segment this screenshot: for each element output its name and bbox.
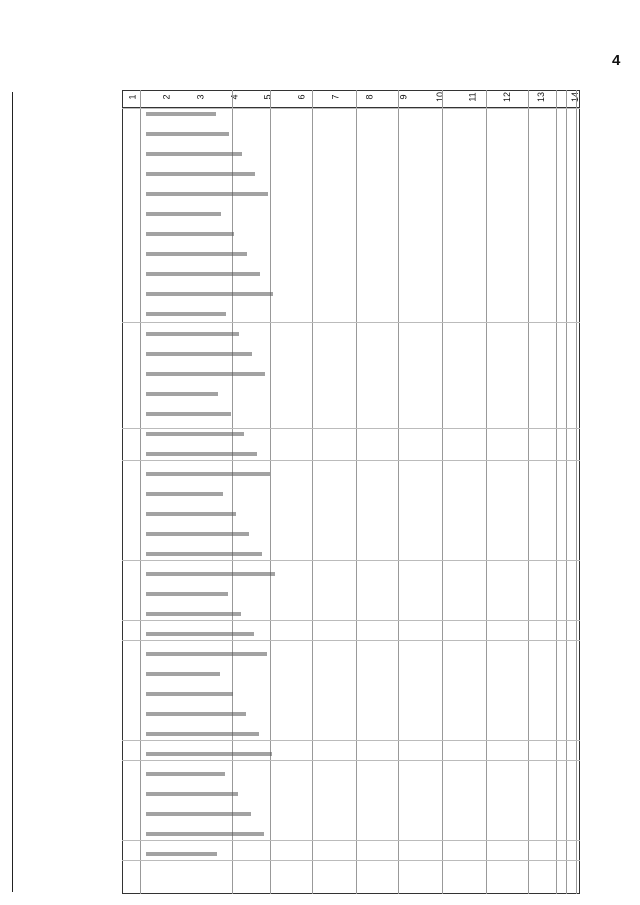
illegible-row-text [146,372,265,376]
illegible-row-text [146,852,217,856]
column-number: 10 [434,91,445,103]
column-number: 1 [127,94,138,100]
illegible-row-text [146,552,262,556]
illegible-row-text [146,152,242,156]
illegible-row-text [146,572,275,576]
column-number: 2 [161,94,172,100]
illegible-row-text [146,172,255,176]
illegible-row-text [146,252,247,256]
illegible-row-text [146,472,270,476]
illegible-row-text [146,412,231,416]
row-rule [122,620,580,621]
column-separator [356,90,357,894]
column-number: 5 [262,94,273,100]
row-rule [122,840,580,841]
column-number: 11 [468,92,479,102]
illegible-row-text [146,432,244,436]
illegible-row-text [146,692,233,696]
column-number: 6 [296,94,307,100]
illegible-row-text [146,812,251,816]
row-rule [122,760,580,761]
illegible-row-text [146,512,236,516]
illegible-row-text [146,192,268,196]
illegible-row-text [146,312,226,316]
column-separator [528,90,529,894]
illegible-row-text [146,632,254,636]
illegible-row-text [146,772,225,776]
column-separator [442,90,443,894]
illegible-row-text [146,792,238,796]
illegible-row-text [146,532,249,536]
row-rule [122,740,580,741]
column-number: 8 [364,94,375,100]
illegible-row-text [146,232,234,236]
row-rule [122,860,580,861]
column-separator [576,90,577,894]
row-rule [122,640,580,641]
column-number: 12 [502,91,513,103]
illegible-row-text [146,392,218,396]
column-separator [270,90,271,894]
illegible-row-text [146,752,272,756]
left-margin-rule [12,92,13,892]
column-number: 3 [195,94,206,100]
column-number: 14 [570,91,581,103]
illegible-row-text [146,492,223,496]
row-rule [122,428,580,429]
illegible-row-text [146,612,241,616]
column-number: 13 [536,91,547,103]
illegible-row-text [146,292,273,296]
column-number: 4 [229,94,240,100]
row-rule [122,460,580,461]
row-rule [122,108,580,109]
illegible-row-text [146,672,220,676]
illegible-row-text [146,652,267,656]
column-separator [312,90,313,894]
column-number: 7 [330,94,341,100]
column-separator [232,90,233,894]
column-separator [556,90,557,894]
illegible-row-text [146,332,239,336]
illegible-row-text [146,832,264,836]
page-number: 4 [612,52,621,69]
column-separator [398,90,399,894]
illegible-row-text [146,592,228,596]
illegible-row-text [146,452,257,456]
column-number: 9 [398,94,409,100]
illegible-row-text [146,212,221,216]
column-separator [486,90,487,894]
illegible-row-text [146,732,259,736]
illegible-row-text [146,132,229,136]
column-separator [140,90,141,894]
illegible-row-text [146,712,246,716]
row-rule [122,560,580,561]
illegible-row-text [146,112,216,116]
illegible-row-text [146,272,260,276]
illegible-row-text [146,352,252,356]
row-rule [122,322,580,323]
column-separator [566,90,567,894]
